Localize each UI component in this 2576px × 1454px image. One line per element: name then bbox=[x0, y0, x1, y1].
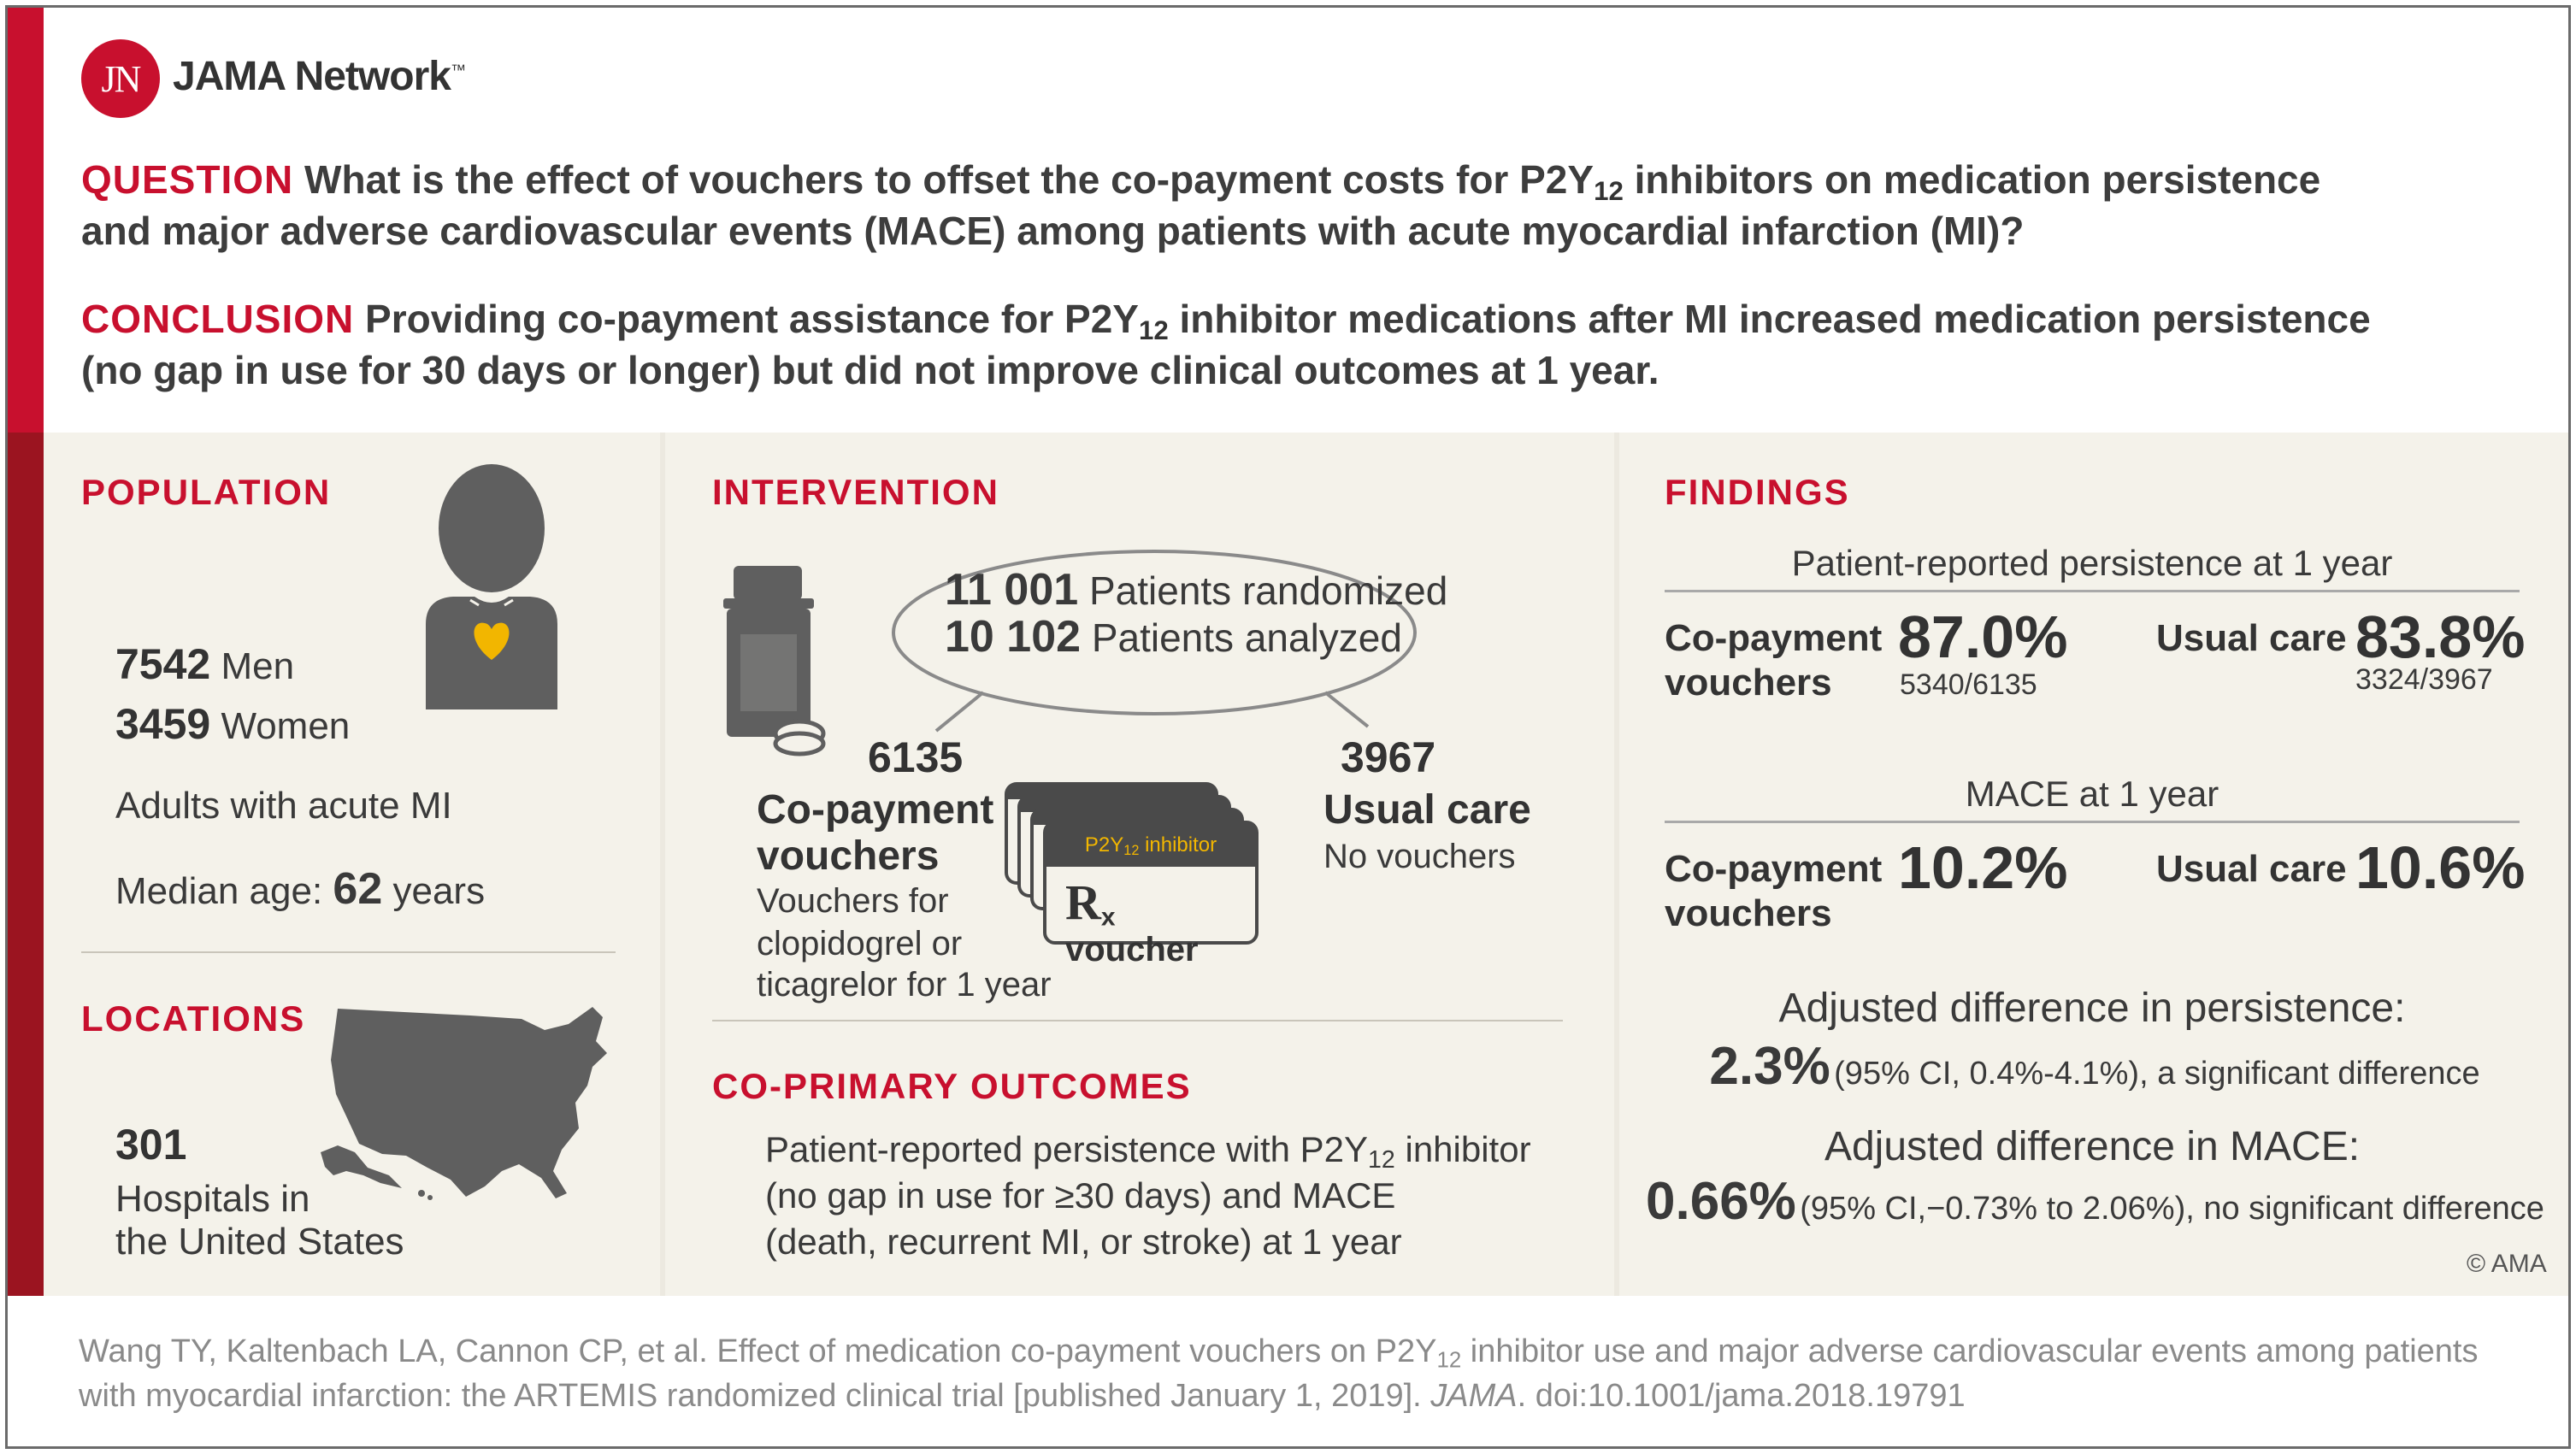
arm1-desc2: clopidogrel or bbox=[757, 925, 963, 962]
locations-count: 301 bbox=[115, 1121, 187, 1168]
age-value: 62 bbox=[333, 864, 383, 914]
age-line bbox=[115, 863, 485, 915]
men-count: 7542 bbox=[115, 640, 211, 688]
person-icon bbox=[419, 462, 564, 709]
citation-journal: JAMA bbox=[1430, 1378, 1518, 1414]
side-accent-dark bbox=[8, 433, 44, 1296]
brand-name bbox=[173, 53, 465, 100]
findings-arm1-label2: vouchers bbox=[1665, 662, 1832, 703]
mace-arm2-label: Usual care bbox=[2156, 848, 2347, 890]
age-label: Median age: bbox=[115, 870, 323, 912]
question-line1a: What is the effect of vouchers to offset the co-payment costs for P2Y bbox=[304, 157, 1595, 202]
population-heading: POPULATION bbox=[81, 472, 332, 512]
arm2-mace-value: 10.6% bbox=[2355, 834, 2526, 901]
adj-mace-ci: (95% CI,−0.73% to 2.06%), no significant difference bbox=[1800, 1191, 2544, 1227]
men-label: Men bbox=[221, 645, 295, 687]
outcomes-heading: CO-PRIMARY OUTCOMES bbox=[712, 1066, 1192, 1106]
conclusion-label: CONCLUSION bbox=[81, 297, 355, 341]
arm2-desc: No vouchers bbox=[1323, 838, 1516, 875]
us-map-icon bbox=[321, 1000, 624, 1201]
mace-arm1-label2: vouchers bbox=[1665, 892, 1832, 934]
card-voucher-text: voucher bbox=[1065, 931, 1199, 968]
women-count: 3459 bbox=[115, 700, 211, 748]
intervention-heading: INTERVENTION bbox=[712, 472, 999, 512]
outcomes-line1a: Patient-reported persistence with P2Y bbox=[765, 1129, 1369, 1169]
locations-line2: the United States bbox=[115, 1221, 404, 1263]
conclusion-line1b: inhibitor medications after MI increased medication persistence bbox=[1168, 297, 2371, 341]
randomized-line bbox=[945, 564, 1447, 615]
rx-sub: x bbox=[1100, 903, 1116, 932]
adj-mace-line bbox=[1646, 1171, 2544, 1232]
voucher-card-header bbox=[1046, 824, 1255, 867]
citation-sub: 12 bbox=[1436, 1348, 1462, 1373]
citation-text bbox=[79, 1329, 2541, 1418]
card-label-sub: 12 bbox=[1123, 843, 1140, 859]
arm2-persist-frac: 3324/3967 bbox=[2355, 663, 2493, 696]
adj-mace-value: 0.66% bbox=[1646, 1172, 1796, 1231]
branch-lines bbox=[923, 684, 1385, 735]
question-block bbox=[81, 154, 2544, 256]
question-label: QUESTION bbox=[81, 157, 294, 202]
brand-tm: ™ bbox=[450, 62, 465, 79]
adj-persist-value: 2.3% bbox=[1709, 1037, 1830, 1096]
voucher-card bbox=[1043, 821, 1259, 968]
question-line2: and major adverse cardiovascular events (MACE) among patients with acute myocardial infarction (MI)? bbox=[81, 209, 2025, 253]
conclusion-line1a: Providing co-payment assistance for P2Y bbox=[365, 297, 1139, 341]
outcomes-line1b: inhibitor bbox=[1394, 1129, 1531, 1169]
arm1-desc1: Vouchers for bbox=[757, 882, 949, 920]
arm1-persist-value: 87.0% bbox=[1898, 603, 2068, 670]
question-line1b: inhibitors on medication persistence bbox=[1623, 157, 2321, 202]
outcomes-text bbox=[765, 1127, 1531, 1265]
arm1-desc3: ticagrelor for 1 year bbox=[757, 966, 1052, 1004]
men-line bbox=[115, 639, 294, 689]
pill-bottle-icon bbox=[718, 564, 829, 756]
question-sub: 12 bbox=[1594, 175, 1624, 206]
persist-rule bbox=[1665, 590, 2520, 592]
arm2-persist-value: 83.8% bbox=[2355, 603, 2526, 670]
adj-persist-title: Adjusted difference in persistence: bbox=[1778, 986, 2406, 1031]
conclusion-sub: 12 bbox=[1138, 315, 1169, 345]
card-label-b: inhibitor bbox=[1139, 833, 1217, 857]
citation-line2b: . doi:10.1001/jama.2018.19791 bbox=[1517, 1378, 1966, 1414]
citation-line1b: inhibitor use and major adverse cardiovascular events among patients bbox=[1461, 1333, 2479, 1369]
conclusion-line2: (no gap in use for 30 days or longer) but did not improve clinical outcomes at 1 year. bbox=[81, 348, 1659, 392]
arm1-title1: Co-payment bbox=[757, 787, 994, 833]
conclusion-block bbox=[81, 293, 2544, 396]
brand-name-text: JAMA Network bbox=[173, 54, 451, 99]
randomized-label: Patients randomized bbox=[1088, 568, 1448, 613]
women-label: Women bbox=[221, 705, 351, 747]
copyright-text: © AMA bbox=[2467, 1250, 2547, 1278]
analyzed-label: Patients analyzed bbox=[1091, 615, 1402, 660]
logo-text: JN bbox=[101, 57, 140, 100]
arm1-mace-value: 10.2% bbox=[1898, 834, 2068, 901]
analyzed-line bbox=[945, 611, 1402, 662]
population-divider bbox=[81, 951, 616, 953]
adj-persist-ci: (95% CI, 0.4%-4.1%), a significant difference bbox=[1834, 1056, 2480, 1092]
randomized-count: 11 001 bbox=[945, 565, 1079, 615]
arm1-persist-frac: 5340/6135 bbox=[1900, 668, 2037, 701]
adj-persist-line bbox=[1650, 1036, 2539, 1097]
card-label-a: P2Y bbox=[1084, 833, 1124, 857]
arm1-count: 6135 bbox=[868, 733, 964, 781]
locations-heading: LOCATIONS bbox=[81, 998, 306, 1039]
persist-title: Patient-reported persistence at 1 year bbox=[1791, 543, 2393, 583]
mace-title: MACE at 1 year bbox=[1965, 774, 2219, 814]
outcomes-sub: 12 bbox=[1368, 1146, 1395, 1174]
women-line bbox=[115, 699, 350, 749]
analyzed-count: 10 102 bbox=[945, 612, 1082, 662]
intervention-divider bbox=[712, 1020, 1563, 1021]
arm1-title2: vouchers bbox=[757, 833, 940, 879]
locations-line1: Hospitals in bbox=[115, 1178, 310, 1220]
jama-logo-icon bbox=[81, 39, 160, 118]
outcomes-line3: (death, recurrent MI, or stroke) at 1 year bbox=[765, 1221, 1402, 1262]
findings-arm1-label1: Co-payment bbox=[1665, 617, 1883, 659]
mace-rule bbox=[1665, 821, 2520, 823]
mace-arm1-label1: Co-payment bbox=[1665, 848, 1883, 890]
population-desc: Adults with acute MI bbox=[115, 785, 452, 827]
findings-arm2-label: Usual care bbox=[2156, 617, 2347, 659]
citation-line2a: with myocardial infarction: the ARTEMIS randomized clinical trial [published January 1, 2019]. bbox=[79, 1378, 1431, 1414]
voucher-card-body bbox=[1046, 867, 1255, 969]
arm2-count: 3967 bbox=[1341, 733, 1436, 781]
rx-icon: R bbox=[1065, 874, 1101, 930]
citation-line1a: Wang TY, Kaltenbach LA, Cannon CP, et al. Effect of medication co-payment vouchers on P2Y bbox=[79, 1333, 1437, 1369]
age-unit: years bbox=[392, 870, 486, 912]
outcomes-line2: (no gap in use for ≥30 days) and MACE bbox=[765, 1175, 1396, 1216]
adj-mace-title: Adjusted difference in MACE: bbox=[1824, 1124, 2361, 1169]
side-accent-bar bbox=[8, 8, 44, 1296]
arm2-title: Usual care bbox=[1323, 787, 1531, 833]
findings-heading: FINDINGS bbox=[1665, 472, 1850, 512]
